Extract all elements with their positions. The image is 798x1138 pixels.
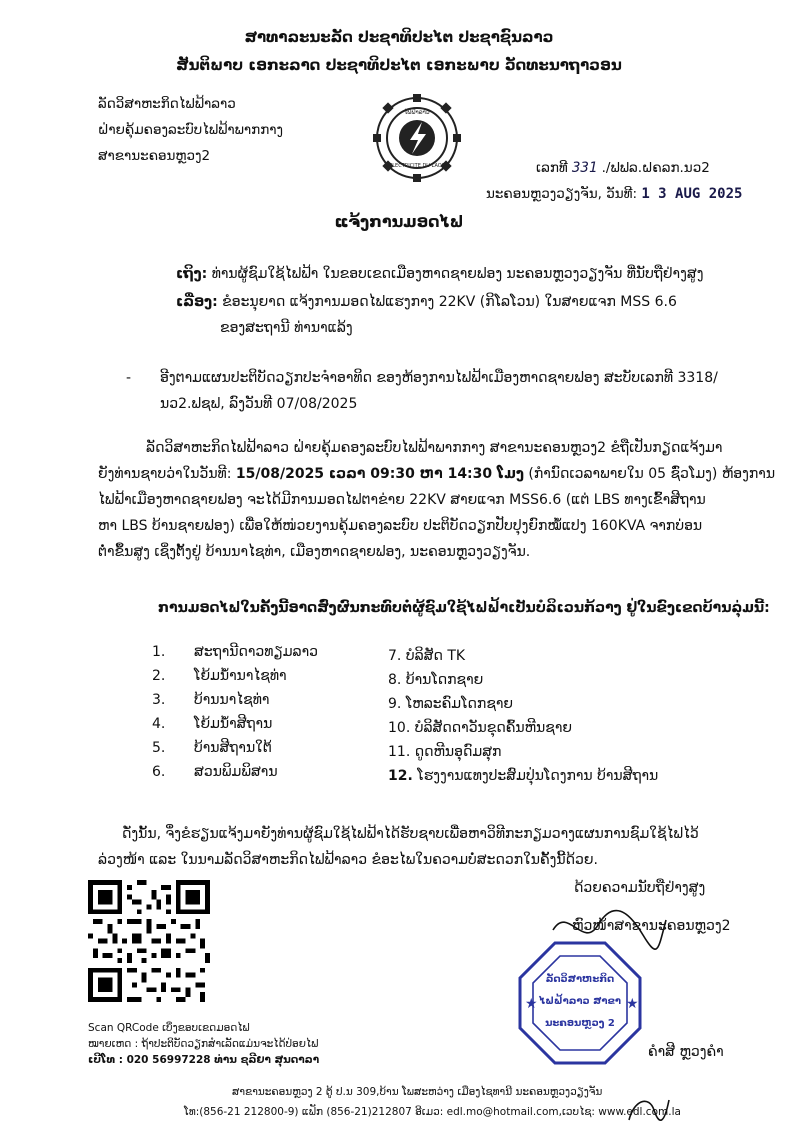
qr-code[interactable] (88, 880, 210, 1002)
national-motto: ສັນຕິພາບ ເອກະລາດ ປະຊາທິປະໄຕ ເອກະພາບ ວັດທະນາຖາວອນ (176, 56, 622, 74)
qr-contact: ເບີໂທ : 020 56997228 ທ່ານ ຊລີຍາ ສຸນດາລາ (88, 1054, 320, 1066)
regards-text: ດ້ວຍຄວາມນັບຖືຢ່າງສູງ (574, 880, 706, 896)
svg-text:★: ★ (525, 996, 538, 1012)
subject-text-1: ຂໍອະນຸຍາດ ແຈ້ງການມອດໄຟແຮງກາງ 22KV (ກິໂລໂວນ) ໃນສາຍແຈກ MSS 6.6 (222, 294, 677, 310)
reference-date-prefix: ນະຄອນຫຼວງວຽງຈັນ, ວັນທີ: (486, 186, 638, 202)
reference-number-prefix: ເລກທີ (536, 160, 568, 176)
org-line-2: ຝ່າຍຄຸ້ມຄອງລະບົບໄຟຟ້າພາກກາງ (98, 122, 284, 138)
body-line-2c: (ກໍານົດເວລາພາຍໃນ 05 ຊົ່ວໂມງ) ຫ້ອງການ (528, 466, 776, 482)
qr-note: ໝາຍເຫດ : ຖ້າປະຕິບັດວຽກສໍາເລັດແມ່ນຈະໄດ້ປ່ອຍໄຟ (88, 1038, 319, 1050)
country-name: ສາທາລະນະລັດ ປະຊາທິປະໄຕ ປະຊາຊົນລາວ (244, 28, 554, 46)
list-item: 2. ໂຍ້ມນ້ຳນາໄຊທ່າ (152, 668, 287, 684)
areas-right-list (388, 644, 658, 788)
list-item: 5. ບ້ານສີຖານໃຕ້ (152, 740, 272, 756)
stamp-middle-text: ໄຟຟ້າລາວ ສາຂາ (538, 996, 622, 1007)
list-item: 1. ສະຖານີດາວທຽມລາວ (152, 644, 319, 660)
affected-areas-heading: ການມອດໄຟໃນຄັ້ງນີ້ອາດສົ່ງຜົນກະທົບຕໍ່ຜູ້ຊົມໃຊ້ໄຟຟ້າເປັນບໍລິເວນກ້ວາງ ຢູ່ໃນຂົງເຂດບ້ານລຸ່ມນີ້: (158, 600, 770, 616)
footer-contact: ໂທ:(856-21 212800-9) ແຟັກ (856-21)212807 ອີເມວ: edl.mo@hotmail.com,ເວບໄຊ: www.edl.com.la (184, 1106, 681, 1118)
closing-line-1: ດັ່ງນັ້ນ, ຈຶ່ງຂໍຮຽນແຈ້ງມາຍັງທ່ານຜູ້ຊົມໃຊ້ໄຟຟ້າໄດ້ຮັບຊາບເພື່ອຫາວິທີກະກຽມວາງແຜນການຊົມໃຊ້ໄຟໄວ້ (122, 826, 699, 842)
list-item: 7. ບໍລິສັດ TK (388, 648, 466, 664)
basis-line-1: ອີງຕາມແຜນປະຕິບັດວຽກປະຈໍາອາທິດ ຂອງຫ້ອງການໄຟຟ້າເມືອງຫາດຊາຍຟອງ ສະບັບເລກທີ 3318/ (160, 370, 718, 386)
list-item: 8. ບ້ານໂດກຊາຍ (388, 672, 484, 688)
list-item: 11. ດູດຫີນອຸດົມສຸກ (388, 744, 502, 760)
closing-line-2: ລ່ວງໜ້າ ແລະ ໃນນາມລັດວິສາຫະກິດໄຟຟ້າລາວ ຂໍອະໄພໃນຄວາມບໍ່ສະດວກໃນຄັ້ງນີ້ດ້ວຍ. (98, 852, 598, 868)
body-line-2a: ຍັງທ່ານຊາບວ່າໃນວັນທີ: (98, 466, 232, 482)
body-line-5: ຕໍ່າຂຶ້ນສູງ ເຊິ່ງຕັ້ງຢູ່ ບ້ານນາໄຊທ່າ, ເມືອງຫາດຊາຍຟອງ, ນະຄອນຫຼວງວຽງຈັນ. (98, 544, 531, 560)
org-line-1: ລັດວິສາຫະກິດໄຟຟ້າລາວ (98, 96, 236, 112)
subject-line (176, 290, 677, 314)
signer-position: ຫົວໜ້າສາຂານະຄອນຫຼວງ2 (572, 918, 731, 934)
reference-number-value: 331 (572, 160, 598, 176)
to-label: ເຖິງ: (176, 266, 208, 282)
list-item: 3. ບ້ານນາໄຊທ່າ (152, 692, 270, 708)
reference-number-suffix: ./ຟຟລ.ຝຄລກ.ນວ2 (601, 160, 710, 176)
reference-number (536, 160, 710, 176)
edl-logo-icon (372, 92, 462, 184)
footer-initial-scribble-icon (624, 1090, 674, 1134)
to-line (176, 262, 703, 286)
reference-date (486, 186, 742, 202)
basis-line-2: ນວ2.ຟຊຟ, ລົງວັນທີ 07/08/2025 (160, 396, 358, 412)
list-item: 6. ສວນພິມພິສານ (152, 764, 278, 780)
subject-text-2: ຂອງສະຖານີ ທ່ານາແລ້ງ (220, 320, 353, 336)
footer-address: ສາຂານະຄອນຫຼວງ 2 ຕູ້ ປ.ນ 309,ບ້ານ ໂພສະຫວ່າງ ເມືອງໄຊທານີ ນະຄອນຫຼວງວຽງຈັນ (232, 1086, 603, 1098)
list-item: 4. ໂຍ້ມນ້ຳສີຖານ (152, 716, 273, 732)
list-item: 9. ໂຫລະຄົມໂດກຊາຍ (388, 696, 514, 712)
document-title: ແຈ້ງການມອດໄຟ (334, 212, 464, 231)
stamp-top-text: ລັດວິສາຫະກິດ (545, 974, 615, 985)
stamp-bottom-text: ນະຄອນຫຼວງ 2 (545, 1018, 615, 1029)
list-item: 12. ໂຮງງານແທງປະສົມປຸ່ນໂດງການ ບ້ານສີຖານ (388, 768, 659, 784)
body-line-2 (98, 462, 775, 486)
list-item: 10. ບໍລິສັດດາວັນຂຸດຄົ້ນຫີນຊາຍ (388, 720, 572, 736)
reference-date-value: 1 3 AUG 2025 (641, 186, 743, 202)
signature-scribble-icon (548, 900, 668, 964)
to-text: ທ່ານຜູ້ຊົມໃຊ້ໄຟຟ້າ ໃນຂອບເຂດເມືອງຫາດຊາຍຟອງ ນະຄອນຫຼວງວຽງຈັນ ທີ່ນັບຖືຢ່າງສູງ (211, 266, 704, 282)
basis-dash: - (126, 370, 132, 386)
qr-caption: Scan QRCode ເບິ່ງຂອບເຂດມອດໄຟ (88, 1022, 250, 1034)
svg-text:★: ★ (626, 996, 639, 1012)
subject-label: ເລື່ອງ: (176, 294, 218, 310)
org-line-3: ສາຂານະຄອນຫຼວງ2 (98, 148, 211, 164)
body-line-1: ລັດວິສາຫະກິດໄຟຟ້າລາວ ຝ່າຍຄຸ້ມຄອງລະບົບໄຟຟ້າພາກກາງ ສາຂານະຄອນຫຼວງ2 ຂໍຖືເປັນກຽດແຈ້ງມາ (146, 440, 723, 456)
emblem-bottom-text: ELECTRICITE DU LAOS (389, 163, 445, 169)
body-line-4: ຫາ LBS ບ້ານຊາຍຟອງ) ເພື່ອໃຫ້ໜ່ວຍງານຄຸ້ມຄອງລະບົບ ປະຕິບັດວຽກປັບປຸງຍົກໝໍ້ແປງ 160KVA ຈາກບ່ອນ (98, 518, 703, 534)
areas-left-list (152, 640, 318, 784)
outage-datetime: 15/08/2025 ເວລາ 09:30 ຫາ 14:30 ໂມງ (235, 466, 524, 482)
body-line-3: ໄຟຟ້າເມືອງຫາດຊາຍຟອງ ຈະໄດ້ມີການມອດໄຟຕາຂ່າຍ 22KV ສາຍແຈກ MSS6.6 (ແຕ່ LBS ທາງເຂົ້າສີຖານ (98, 492, 706, 508)
signer-name: ຄໍາສີ ຫຼວງຄໍາ (648, 1044, 724, 1060)
emblem-top-text: ໄຟຟ້າລາວ (404, 109, 430, 116)
